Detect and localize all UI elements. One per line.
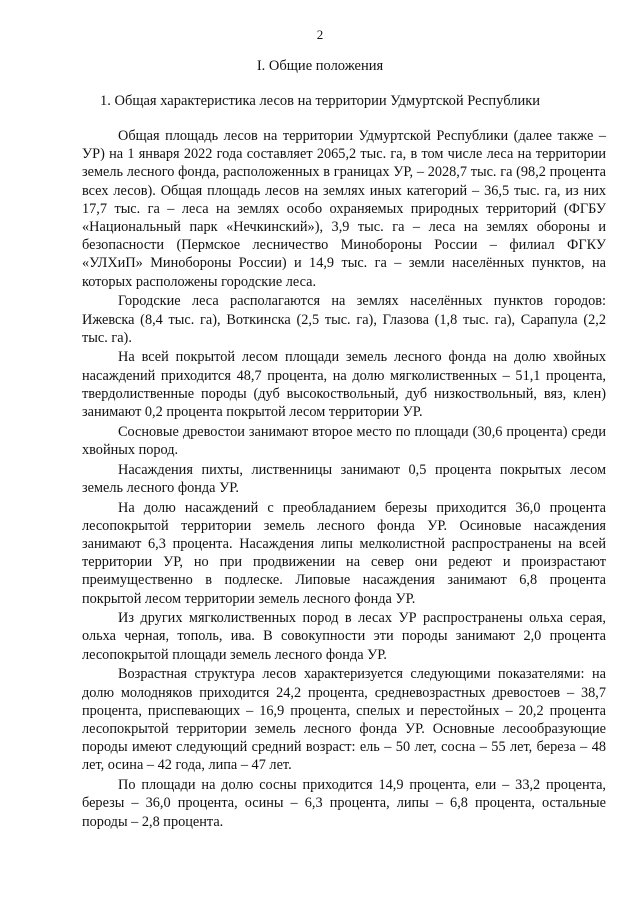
paragraph-pine-stands: Сосновые древостои занимают второе место по площади (30,6 процента) среди хвойных пород. (82, 423, 606, 458)
paragraph-other-softwood: Из других мягколиственных пород в лесах УР распространены ольха серая, ольха черная, тополь, ива. В совокупности эти породы занимают 2,0 процента лесопокрытой площади земель лесного фонда УР. (82, 610, 606, 663)
paragraph-birch-aspen-linden: На долю насаждений с преобладанием березы приходится 36,0 процента лесопокрытой территории земель лесного фонда УР. Осиновые насаждения занимают 6,3 процента. Насаждения липы мелколистной распространены на всей территории УР, но при продвижении на север они редеют и произрастают преимущественно в подлеске. Липовые насаждения занимают 6,8 процента покрытой лесом территории земель лесного фонда УР. (82, 499, 606, 607)
paragraph-total-forest-area: Общая площадь лесов на территории Удмуртской Республики (далее также – УР) на 1 января 2022 года составляет 2065,2 тыс. га, в том числе леса на территории земель лесного фонда, расположенных в границах УР, – 2028,7 тыс. га (98,2 процента всех лесов). Общая площадь лесов на землях иных категорий – 36,5 тыс. га, из них 17,7 тыс. га – леса на землях особо охраняемых природных территорий (ФГБУ «Национальный парк «Нечкинский»), 3,9 тыс. га – леса на землях обороны и безопасности (Пермское лесничество Минобороны России – филиал ФГКУ «УЛХиП» Минобороны России) и 14,9 тыс. га – земли населённых пунктов, на которых расположены городские леса. (82, 128, 606, 290)
paragraph-age-structure: Возрастная структура лесов характеризуется следующими показателями: на долю молодняков приходится 24,2 процента, средневозрастных древостоев – 38,7 процента, приспевающих – 16,9 процента, спелых и перестойных – 20,2 процента лесопокрытой территории земель лесного фонда УР. Основные лесообразующие породы имеют следующий средний возраст: ель – 50 лет, сосна – 55 лет, береза – 48 лет, осина – 42 года, липа – 47 лет. (82, 666, 606, 774)
body-text (82, 127, 606, 832)
page-number: 2 (316, 27, 324, 42)
paragraph-fir-larch: Насаждения пихты, лиственницы занимают 0,5 процента покрытых лесом земель лесного фонда УР. (82, 461, 606, 496)
paragraph-urban-forests: Городские леса располагаются на землях населённых пунктов городов: Ижевска (8,4 тыс. га), Воткинска (2,5 тыс. га), Глазова (1,8 тыс. га), Сарапула (2,2 тыс. га). (82, 293, 606, 346)
subsection-title: 1. Общая характеристика лесов на территории Удмуртской Республики (99, 93, 541, 109)
paragraph-species-share: На всей покрытой лесом площади земель лесного фонда на долю хвойных насаждений приходится 48,7 процента, на долю мягколиственных – 51,1 процента, твердолиственные породы (дуб высокоствольный, дуб низкоствольный, вяз, клен) занимают 0,2 процента покрытой лесом территории УР. (82, 349, 606, 421)
paragraph-area-by-species: По площади на долю сосны приходится 14,9 процента, ели – 33,2 процента, березы – 36,0 процента, осины – 6,3 процента, липы – 6,8 процента, остальные породы – 2,8 процента. (82, 777, 606, 830)
section-title: I. Общие положения (256, 58, 384, 74)
